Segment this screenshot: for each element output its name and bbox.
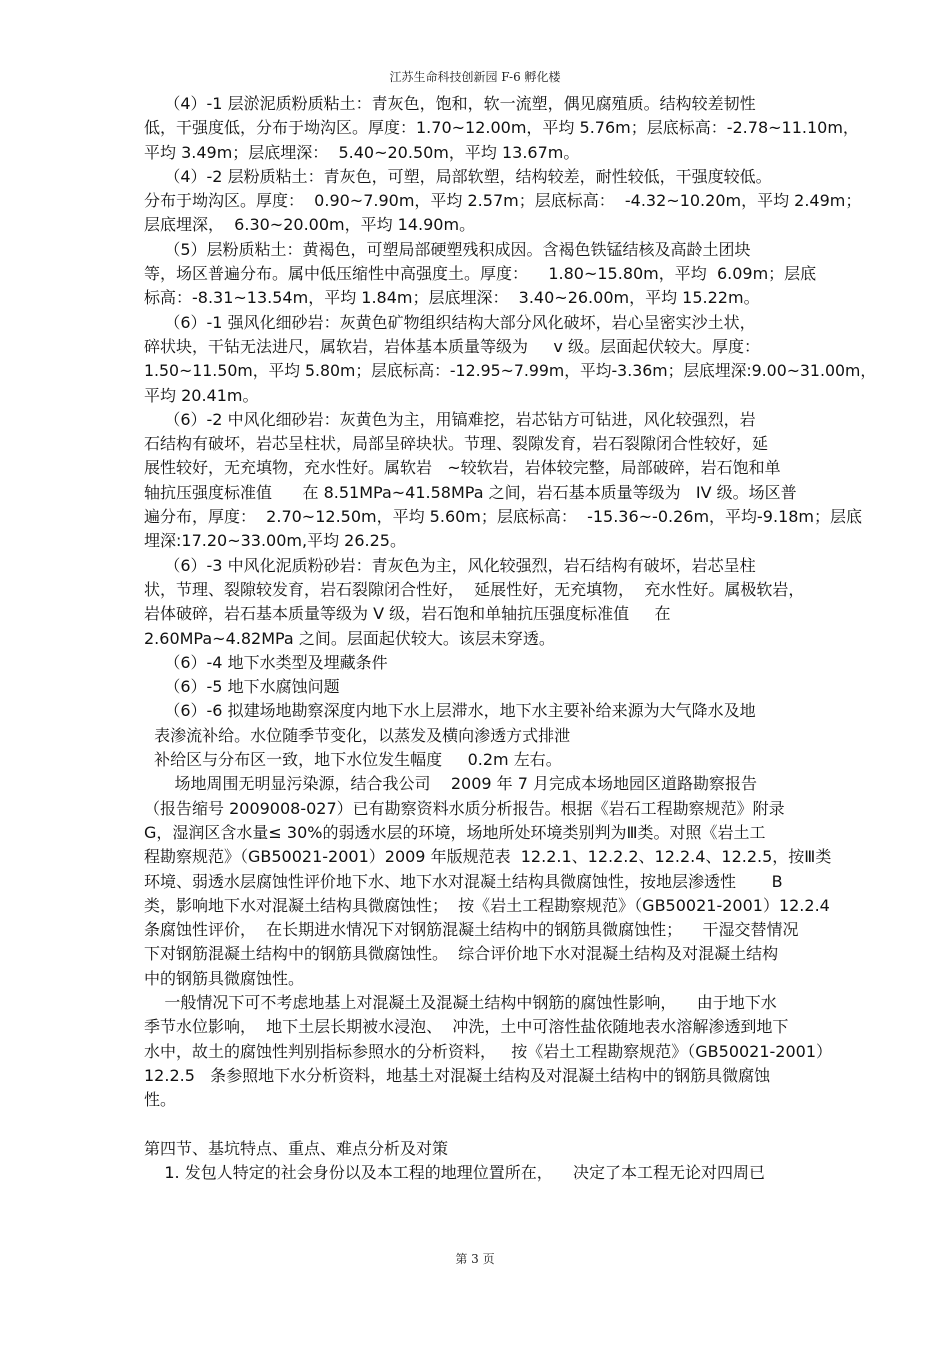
text-line: 平均 3.49m；层底埋深： 5.40~20.50m，平均 13.67m。 xyxy=(144,142,580,162)
text-line: （4）-2 层粉质粘土：青灰色，可塑，局部软塑，结构较差，耐性较低，干强度较低。 xyxy=(144,166,772,186)
text-line: 层底埋深， 6.30~20.00m，平均 14.90m。 xyxy=(144,215,476,235)
text-line: 12.2.5 条参照地下水分析资料，地基土对混凝土结构及对混凝土结构中的钢筋具微腐蚀 xyxy=(144,1065,771,1085)
text-line xyxy=(144,1112,884,1136)
text-line: 遍分布，厚度： 2.70~12.50m，平均 5.60m；层底标高： -15.36~-0.26m，平均-9.18m；层底 xyxy=(144,507,863,527)
text-line: 水中，故土的腐蚀性判别指标参照水的分析资料， 按《岩土工程勘察规范》（GB50021-2001） xyxy=(144,1041,833,1061)
text-line: （6）-6 拟建场地勘察深度内地下水上层滞水，地下水主要补给来源为大气降水及地 xyxy=(144,701,756,721)
text-line: G，湿润区含水量≤ 30%的弱透水层的环境，场地所处环境类别判为Ⅲ类。对照《岩土工 xyxy=(144,822,766,842)
text-line: 场地周围无明显污染源，结合我公司 2009 年 7 月完成本场地园区道路勘察报告 xyxy=(144,774,758,794)
text-line: （5）层粉质粘土：黄褐色，可塑局部硬塑残积成因。含褐色铁锰结核及高龄土团块 xyxy=(144,239,751,259)
text-line: 类，影响地下水对混凝土结构具微腐蚀性； 按《岩土工程勘察规范》（GB50021-2001）12.2.4 xyxy=(144,895,830,915)
text-line: 性。 xyxy=(144,1090,177,1110)
text-line: 1. 发包人特定的社会身份以及本工程的地理位置所在， 决定了本工程无论对四周已 xyxy=(144,1163,766,1183)
text-line: 程勘察规范》（GB50021-2001）2009 年版规范表 12.2.1、12.2.2、12.2.4、12.2.5，按Ⅲ类 xyxy=(144,847,832,867)
text-line: 条腐蚀性评价， 在长期进水情况下对钢筋混凝土结构中的钢筋具微腐蚀性； 干湿交替情况 xyxy=(144,920,799,940)
text-line: 季节水位影响， 地下土层长期被水浸泡、 冲洗，土中可溶性盐依随地表水溶解渗透到地下 xyxy=(144,1017,789,1037)
text-line: 石结构有破坏，岩芯呈柱状，局部呈碎块状。节理、裂隙发育，岩石裂隙闭合性较好，延 xyxy=(144,434,769,454)
text-line: 低，干强度低，分布于坳沟区。厚度：1.70~12.00m，平均 5.76m；层底标高：-2.78~11.10m， xyxy=(144,118,859,138)
text-line: （6）-5 地下水腐蚀问题 xyxy=(144,677,340,697)
text-line: 标高：-8.31~13.54m，平均 1.84m；层底埋深： 3.40~26.00m，平均 15.22m。 xyxy=(144,288,760,308)
text-line: （6）-3 中风化泥质粉砂岩：青灰色为主，风化较强烈，岩石结构有破坏，岩芯呈柱 xyxy=(144,555,756,575)
text-line: 平均 20.41m。 xyxy=(144,385,259,405)
text-line: 等，场区普遍分布。属中低压缩性中高强度土。厚度： 1.80~15.80m，平均 6.09m；层底 xyxy=(144,264,817,284)
text-line: （4）-1 层淤泥质粉质粘土：青灰色，饱和，软一流塑，偶见腐殖质。结构较差韧性 xyxy=(144,94,756,113)
text-line: 埋深:17.20~33.00m,平均 26.25。 xyxy=(144,531,406,551)
body-text xyxy=(144,92,884,1185)
text-line: 展性较好，无充填物，充水性好。属软岩 ~较软岩，岩体较完整，局部破碎，岩石饱和单 xyxy=(144,458,781,478)
text-line: 状，节理、裂隙较发育，岩石裂隙闭合性好， 延展性好，无充填物， 充水性好。属极软岩， xyxy=(144,579,805,599)
text-line: （6）-1 强风化细砂岩：灰黄色矿物组织结构大部分风化破坏，岩心呈密实沙土状， xyxy=(144,312,756,332)
text-line: 表渗流补给。水位随季节变化，以蒸发及横向渗透方式排泄 xyxy=(144,725,571,745)
text-line: （报告缩号 2009008-027）已有勘察资料水质分析报告。根据《岩石工程勘察规范》附录 xyxy=(144,798,785,818)
text-line: 补给区与分布区一致，地下水位发生幅度 0.2m 左右。 xyxy=(144,750,562,770)
text-line: （6）-4 地下水类型及埋藏条件 xyxy=(144,652,388,672)
text-line: 中的钢筋具微腐蚀性。 xyxy=(144,968,305,988)
page-header: 江苏生命科技创新园 F-6 孵化楼 xyxy=(389,70,561,84)
text-line: 碎状块，干钻无法进尺，属软岩，岩体基本质量等级为 v 级。层面起伏较大。厚度： xyxy=(144,336,760,356)
text-line: 分布于坳沟区。厚度： 0.90~7.90m，平均 2.57m；层底标高： -4.32~10.20m，平均 2.49m； xyxy=(144,191,862,211)
text-line: 岩体破碎，岩石基本质量等级为 V 级，岩石饱和单轴抗压强度标准值 在 xyxy=(144,604,671,624)
text-line: 下对钢筋混凝土结构中的钢筋具微腐蚀性。 综合评价地下水对混凝土结构及对混凝土结构 xyxy=(144,944,779,964)
text-line: 2.60MPa~4.82MPa 之间。层面起伏较大。该层未穿透。 xyxy=(144,628,555,648)
text-line: 轴抗压强度标准值 在 8.51MPa~41.58MPa 之间，岩石基本质量等级为 IV 级。场区普 xyxy=(144,482,797,502)
text-line: 环境、弱透水层腐蚀性评价地下水、地下水对混凝土结构具微腐蚀性，按地层渗透性 B xyxy=(144,871,783,891)
text-line: 第四节、基坑特点、重点、难点分析及对策 xyxy=(144,1138,449,1158)
page-number: 第 3 页 xyxy=(455,1252,495,1266)
text-line: 1.50~11.50m，平均 5.80m；层底标高：-12.95~7.99m，平均-3.36m；层底埋深:9.00~31.00m， xyxy=(144,361,877,381)
text-line: 一般情况下可不考虑地基上对混凝土及混凝土结构中钢筋的腐蚀性影响， 由于地下水 xyxy=(144,992,777,1012)
text-line: （6）-2 中风化细砂岩：灰黄色为主，用镐难挖，岩芯钻方可钻进，风化较强烈，岩 xyxy=(144,409,756,429)
